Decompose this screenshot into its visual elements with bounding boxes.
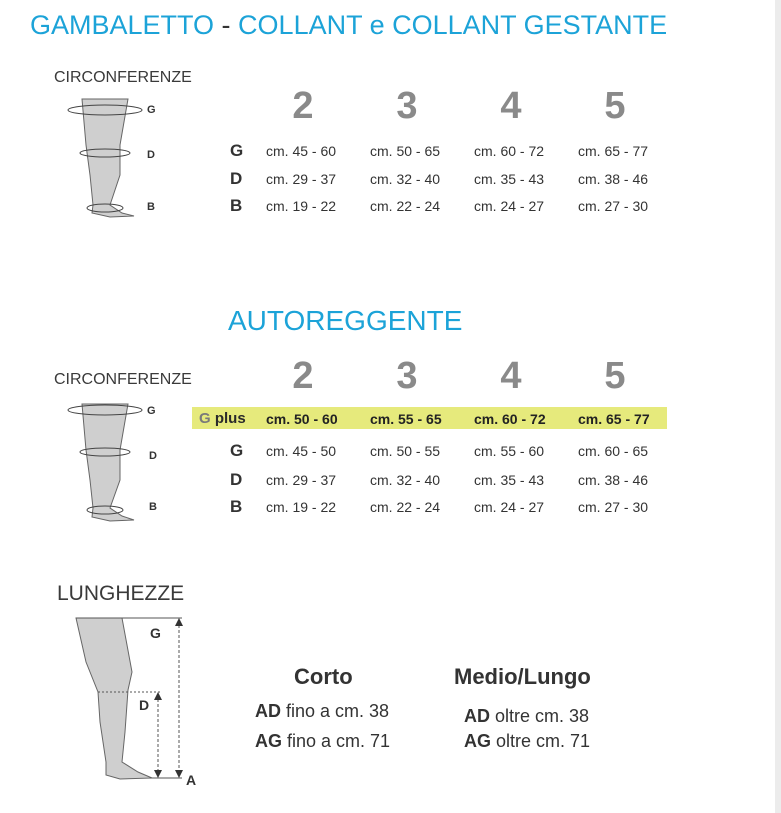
figure2-letter-g: G <box>147 405 156 417</box>
gplus-suffix: plus <box>210 410 246 427</box>
table-cell: cm. 45 - 60 <box>266 143 337 159</box>
table-cell: cm. 27 - 30 <box>578 499 649 515</box>
medio-ad-text: oltre cm. 38 <box>490 706 590 726</box>
leg-figure-circumference-1 <box>60 95 150 220</box>
page-title <box>30 10 667 41</box>
row-letter-g: G <box>230 141 244 160</box>
row-letter-d: D <box>230 470 243 489</box>
size-header-3: 3 <box>396 85 418 127</box>
table-cell: cm. 55 - 60 <box>474 443 545 459</box>
table-cell: cm. 29 - 37 <box>266 472 337 488</box>
table-cell: cm. 22 - 24 <box>370 198 441 214</box>
table-cell: cm. 45 - 50 <box>266 443 337 459</box>
row-letter-d: D <box>230 169 243 188</box>
figure1-letter-g: G <box>147 104 156 116</box>
corto-ad <box>255 701 389 722</box>
corto-heading: Corto <box>294 664 353 689</box>
medio-ag-text: oltre cm. 71 <box>491 731 591 751</box>
title-collant: COLLANT e COLLANT GESTANTE <box>238 10 668 40</box>
corto-ag-text: fino a cm. 71 <box>282 731 391 751</box>
size-header-5: 5 <box>604 85 626 127</box>
table-cell: cm. 24 - 27 <box>474 198 545 214</box>
table-cell: cm. 32 - 40 <box>370 472 441 488</box>
gplus-g: G <box>199 410 211 427</box>
medio-ad <box>464 706 589 727</box>
figure2-letter-d: D <box>149 450 157 462</box>
table-cell: cm. 60 - 72 <box>474 411 546 427</box>
table-cell: cm. 19 - 22 <box>266 499 337 515</box>
table-cell: cm. 65 - 77 <box>578 143 649 159</box>
table-cell: cm. 50 - 60 <box>266 411 338 427</box>
corto-ag-key: AG <box>255 731 282 751</box>
title-gambaletto: GAMBALETTO <box>30 10 215 40</box>
length-letter-a: A <box>186 772 197 788</box>
medio-ad-key: AD <box>464 706 490 726</box>
table-cell: cm. 19 - 22 <box>266 198 337 214</box>
title-dash: - <box>214 10 239 40</box>
table-cell: cm. 50 - 55 <box>370 443 441 459</box>
length-letter-d: D <box>139 697 150 713</box>
size-header-2: 2 <box>292 85 314 127</box>
table-cell: cm. 24 - 27 <box>474 499 545 515</box>
figure1-letter-d: D <box>147 149 155 161</box>
table-cell: cm. 27 - 30 <box>578 198 649 214</box>
row-letter-b: B <box>230 196 243 215</box>
circ-label-1: CIRCONFERENZE <box>54 69 192 86</box>
lengths-label: LUNGHEZZE <box>57 582 185 605</box>
right-edge-strip <box>775 0 781 813</box>
corto-ag <box>255 731 390 752</box>
table-cell: cm. 35 - 43 <box>474 171 545 187</box>
size-header-4: 4 <box>500 355 522 397</box>
table-cell: cm. 38 - 46 <box>578 472 649 488</box>
medio-heading: Medio/Lungo <box>454 664 591 689</box>
table-cell: cm. 35 - 43 <box>474 472 545 488</box>
table-cell: cm. 60 - 65 <box>578 443 649 459</box>
table-cell: cm. 55 - 65 <box>370 411 442 427</box>
medio-ag <box>464 731 590 752</box>
table-cell: cm. 60 - 72 <box>474 143 545 159</box>
size-header-5: 5 <box>604 355 626 397</box>
medio-ag-key: AG <box>464 731 491 751</box>
leg-figure-circumference-2 <box>60 400 150 525</box>
row-letter-gplus <box>199 410 246 427</box>
circ-label-2: CIRCONFERENZE <box>54 371 192 388</box>
section-title-autoreggente: AUTOREGGENTE <box>228 305 463 336</box>
row-letter-g: G <box>230 441 244 460</box>
table-cell: cm. 50 - 65 <box>370 143 441 159</box>
row-letter-b: B <box>230 497 243 516</box>
size-header-4: 4 <box>500 85 522 127</box>
corto-ad-key: AD <box>255 701 281 721</box>
table-cell: cm. 29 - 37 <box>266 171 337 187</box>
length-letter-g: G <box>150 625 161 641</box>
size-header-2: 2 <box>292 355 314 397</box>
table-cell: cm. 38 - 46 <box>578 171 649 187</box>
table-cell: cm. 22 - 24 <box>370 499 441 515</box>
table-cell: cm. 65 - 77 <box>578 411 650 427</box>
corto-ad-text: fino a cm. 38 <box>281 701 390 721</box>
leg-figure-length <box>70 612 200 787</box>
size-header-3: 3 <box>396 355 418 397</box>
figure2-letter-b: B <box>149 501 157 513</box>
table-cell: cm. 32 - 40 <box>370 171 441 187</box>
figure1-letter-b: B <box>147 201 155 213</box>
